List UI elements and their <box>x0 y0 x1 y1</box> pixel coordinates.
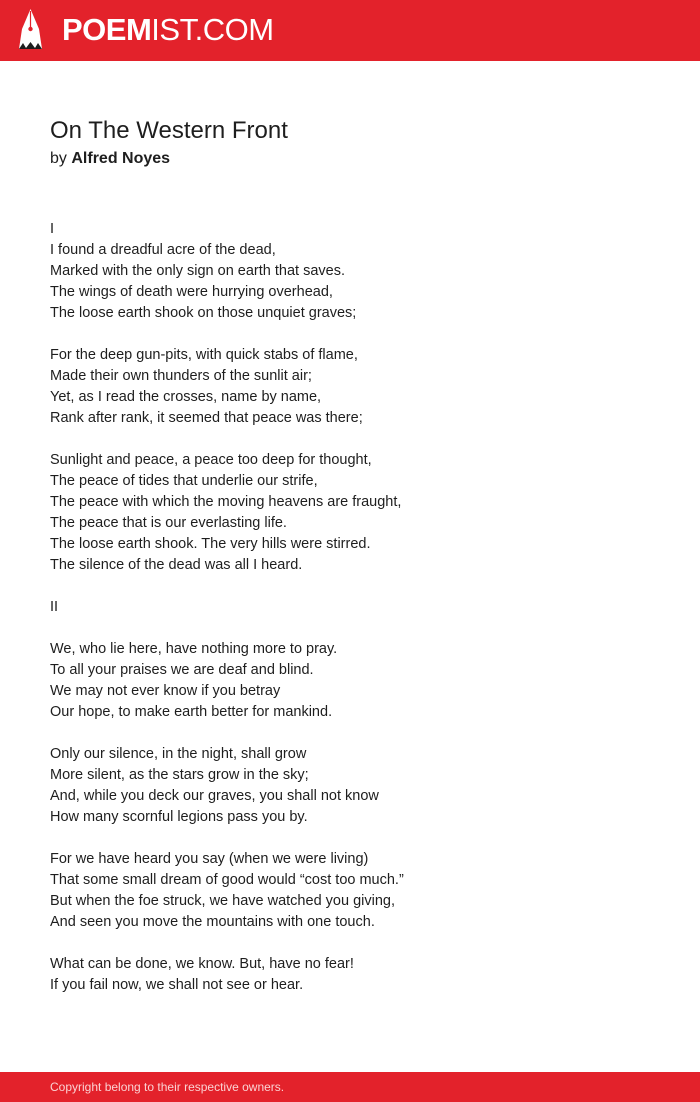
author-name[interactable]: Alfred Noyes <box>71 150 171 167</box>
poem-line: The silence of the dead was all I heard. <box>50 557 303 573</box>
poem-line: The wings of death were hurrying overhead, <box>50 284 333 300</box>
poem-line: More silent, as the stars grow in the sky; <box>50 767 309 783</box>
poem-line: I <box>50 221 55 237</box>
poem-line: Yet, as I read the crosses, name by name, <box>50 389 322 405</box>
poem-line: What can be done, we know. But, have no fear! <box>50 956 354 972</box>
stanza-break <box>50 576 650 597</box>
site-footer <box>0 1072 700 1102</box>
poem-line: Our hope, to make earth better for mankind. <box>50 704 333 720</box>
poem-line: Sunlight and peace, a peace too deep for thought, <box>50 452 372 468</box>
poem-line: The peace of tides that underlie our strife, <box>50 473 318 489</box>
poem-line: Only our silence, in the night, shall grow <box>50 746 307 762</box>
poem-line: For we have heard you say (when we were living) <box>50 851 369 867</box>
brand-light: IST.COM <box>151 12 274 47</box>
poem-line: How many scornful legions pass you by. <box>50 809 308 825</box>
stanza-break <box>50 324 650 345</box>
poem-line: I found a dreadful acre of the dead, <box>50 242 276 258</box>
poem-body <box>50 219 650 996</box>
poem-line: For the deep gun-pits, with quick stabs of flame, <box>50 347 358 363</box>
stanza-break <box>50 828 650 849</box>
byline-prefix: by <box>50 150 67 167</box>
poem-line: But when the foe struck, we have watched you giving, <box>50 893 395 909</box>
brand-bold: POEM <box>62 12 152 47</box>
poem-line: The peace with which the moving heavens are fraught, <box>50 494 402 510</box>
copyright-text: Copyright belong to their respective owners. <box>50 1080 285 1094</box>
stanza-break <box>50 618 650 639</box>
poem-title: On The Western Front <box>50 117 288 144</box>
site-header <box>0 0 700 61</box>
stanza-break <box>50 723 650 744</box>
poem-line: The peace that is our everlasting life. <box>50 515 287 531</box>
poem-line: The loose earth shook on those unquiet graves; <box>50 305 357 321</box>
poem-line: We, who lie here, have nothing more to pray. <box>50 641 338 657</box>
poem-line: And, while you deck our graves, you shall not know <box>50 788 379 804</box>
stanza-break <box>50 933 650 954</box>
poem-line: The loose earth shook. The very hills were stirred. <box>50 536 371 552</box>
poem-line: To all your praises we are deaf and blind. <box>50 662 314 678</box>
poem-line: Marked with the only sign on earth that saves. <box>50 263 345 279</box>
poem-line: Rank after rank, it seemed that peace was there; <box>50 410 363 426</box>
poem-line: If you fail now, we shall not see or hear. <box>50 977 304 993</box>
poem-line: We may not ever know if you betray <box>50 683 281 699</box>
site-logo-text[interactable] <box>62 12 274 48</box>
pen-nib-icon[interactable] <box>18 9 43 51</box>
poem-line: II <box>50 599 59 615</box>
poem-line: And seen you move the mountains with one touch. <box>50 914 375 930</box>
stanza-break <box>50 429 650 450</box>
poem-line: Made their own thunders of the sunlit air; <box>50 368 312 384</box>
poem-byline <box>50 149 170 169</box>
poem-line: That some small dream of good would “cost too much.” <box>50 872 404 888</box>
